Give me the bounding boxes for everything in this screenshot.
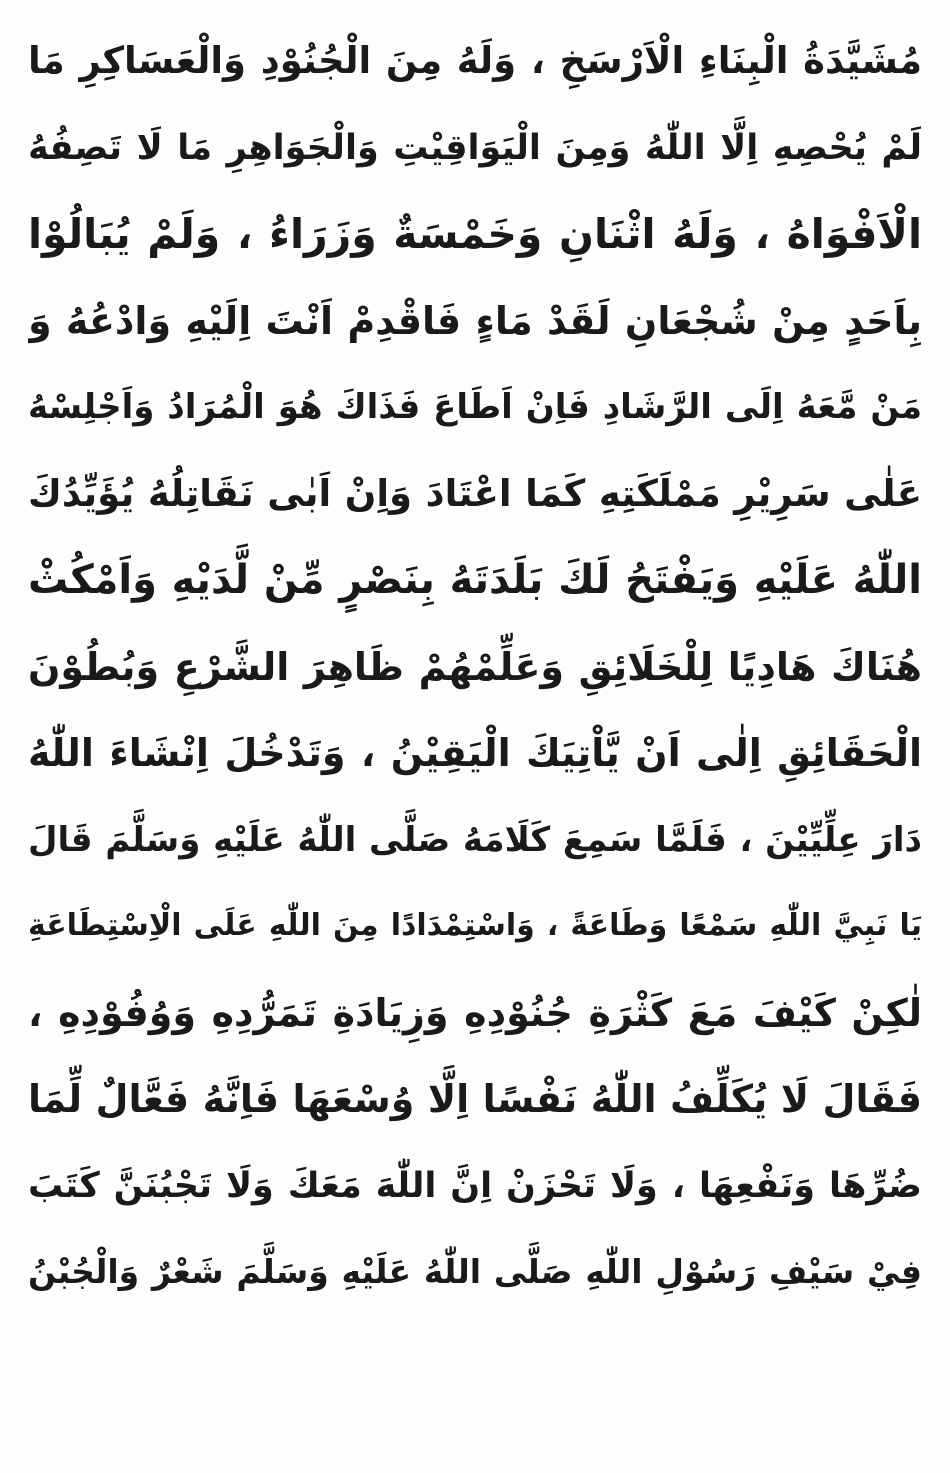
text-line-11: يَا نَبِيَّ اللّٰهِ سَمْعًا وَطَاعَةً ، وَاسْتِمْدَادًا مِنَ اللّٰهِ عَلَى الْاِسْتِطَاعَةِ (28, 908, 922, 943)
text-line-13: فَقَالَ لَا يُكَلِّفُ اللّٰهُ نَفْسًا اِلَّا وُسْعَهَا فَاِنَّهُ فَعَّالٌ لِّمَا (28, 1077, 922, 1121)
text-line-12: لٰكِنْ كَيْفَ مَعَ كَثْرَةِ جُنُوْدِهِ وَزِيَادَةِ تَمَرُّدِهِ وَوُفُوْدِهِ ، (28, 990, 922, 1035)
text-line-10: دَارَ عِلِّيِّيْنَ ، فَلَمَّا سَمِعَ كَلَامَهُ صَلَّى اللّٰهُ عَلَيْهِ وَسَلَّمَ قَالَ (28, 819, 922, 860)
text-line-3: الْاَفْوَاهُ ، وَلَهُ اثْنَانِ وَخَمْسَةٌ وَزَرَاءُ ، وَلَمْ يُبَالُوْا (28, 210, 922, 258)
text-line-9: الْحَقَائِقِ اِلٰى اَنْ يَّاْتِيَكَ الْيَقِيْنُ ، وَتَدْخُلَ اِنْشَاءَ اللّٰهُ (28, 731, 922, 775)
arabic-text-block (28, 18, 922, 1316)
text-line-2: لَمْ يُحْصِهِ اِلَّا اللّٰهُ وَمِنَ الْيَوَاقِيْتِ وَالْجَوَاهِرِ مَا لَا تَصِفُهُ (28, 127, 922, 168)
text-line-7: اللّٰهُ عَلَيْهِ وَيَفْتَحُ لَكَ بَلَدَتَهُ بِنَصْرٍ مِّنْ لَّدَيْهِ وَاَمْكُثْ (28, 557, 922, 603)
text-line-4: بِاَحَدٍ مِنْ شُجْعَانِ لَقَدْ مَاءٍ فَاقْدِمْ اَنْتَ اِلَيْهِ وَادْعُهُ وَ (28, 298, 922, 343)
text-line-5: مَنْ مَّعَهُ اِلَى الرَّشَادِ فَاِنْ اَطَاعَ فَذَاكَ هُوَ الْمُرَادُ وَاَجْلِسْهُ (28, 387, 922, 427)
text-line-1: مُشَيَّدَةُ الْبِنَاءِ الْاَرْسَخِ ، وَلَهُ مِنَ الْجُنُوْدِ وَالْعَسَاكِرِ مَا (28, 39, 922, 82)
text-line-14: ضُرِّهَا وَنَفْعِهَا ، وَلَا تَحْزَنْ اِنَّ اللّٰهَ مَعَكَ وَلَا تَجْبُنَنَّ كَتَبَ (28, 1165, 922, 1206)
text-line-6: عَلٰى سَرِيْرِ مَمْلَكَتِهِ كَمَا اعْتَادَ وَاِنْ اَبٰى نَقَاتِلُهُ يُؤَيِّدُكَ (28, 471, 922, 515)
text-line-8: هُنَاكَ هَادِيًا لِلْخَلَائِقِ وَعَلِّمْهُمْ ظَاهِرَ الشَّرْعِ وَبُطُوْنَ (28, 644, 922, 689)
text-line-15: فِيْ سَيْفِ رَسُوْلِ اللّٰهِ صَلَّى اللّٰهُ عَلَيْهِ وَسَلَّمَ شَعْرٌ وَالْجُبْنُ (28, 1252, 922, 1291)
